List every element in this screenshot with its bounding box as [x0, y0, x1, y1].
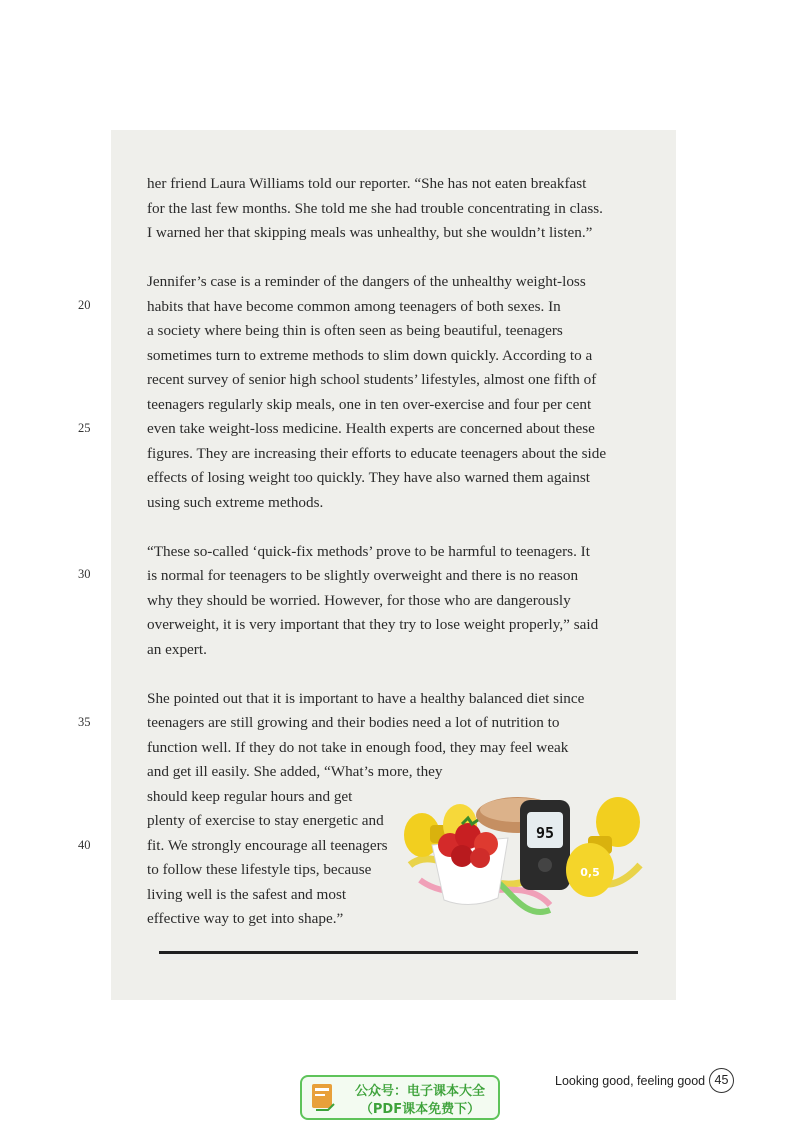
page-number: 45 — [709, 1068, 734, 1093]
text-line: I warned her that skipping meals was unhealthy, but she wouldn’t listen.” — [147, 224, 593, 241]
running-footer: Looking good, feeling good — [555, 1074, 706, 1088]
line-number: 25 — [78, 421, 91, 435]
line-number: 30 — [78, 567, 91, 581]
line-number: 35 — [78, 715, 91, 729]
text-line: effective way to get into shape.” — [147, 910, 344, 927]
section-divider — [159, 951, 638, 954]
text-line: living well is the safest and most — [147, 885, 347, 903]
text-line: habits that have become common among teenagers of both sexes. In — [147, 297, 561, 315]
meter-button — [538, 858, 552, 872]
text-line: function well. If they do not take in enough food, they may feel weak — [147, 738, 569, 756]
text-line: fit. We strongly encourage all teenagers — [147, 836, 388, 854]
text-line: figures. They are increasing their efforts to educate teenagers about the side — [147, 444, 607, 462]
text-line: “These so-called ‘quick-fix methods’ prove to be harmful to teenagers. It — [147, 542, 590, 560]
text-line: a society where being thin is often seen as being beautiful, teenagers — [147, 322, 563, 339]
text-line: recent survey of senior high school students’ lifestyles, almost one fifth of — [147, 371, 597, 388]
text-line: an expert. — [147, 640, 207, 658]
paragraph-2 — [147, 270, 647, 515]
text-line: teenagers regularly skip meals, one in ten over-exercise and four per cent — [147, 395, 592, 413]
line-number: 40 — [78, 838, 91, 852]
text-line: even take weight-loss medicine. Health experts are concerned about these — [147, 420, 595, 437]
paragraph-1 — [147, 172, 647, 246]
text-line: why they should be worried. However, for those who are dangerously — [147, 591, 571, 609]
dumbbell-label: 0,5 — [580, 866, 600, 879]
strawberry — [451, 845, 473, 867]
watermark-badge — [300, 1075, 500, 1120]
text-line: her friend Laura Williams told our reporter. “She has not eaten breakfast — [147, 175, 587, 192]
text-line: overweight, it is very important that they try to lose weight properly,” said — [147, 616, 599, 633]
text-line: teenagers are still growing and their bodies need a lot of nutrition to — [147, 714, 560, 731]
watermark-line-1: 公众号：电子课本大全 — [354, 1084, 485, 1099]
text-line: to follow these lifestyle tips, because — [147, 861, 372, 878]
book-icon — [310, 1082, 338, 1114]
text-line: effects of losing weight too quickly. They have also warned them against — [147, 469, 590, 486]
strawberry — [470, 848, 490, 868]
line-number: 20 — [78, 298, 91, 312]
paragraph-3 — [147, 540, 647, 663]
text-line: and get ill easily. She added, “What’s more, they — [147, 763, 443, 780]
healthy-lifestyle-illustration — [400, 770, 650, 920]
text-line: plenty of exercise to stay energetic and — [147, 812, 384, 829]
text-line: using such extreme methods. — [147, 493, 324, 511]
text-line: should keep regular hours and get — [147, 787, 353, 805]
glucose-reading: 95 — [535, 824, 555, 842]
text-line: for the last few months. She told me she had trouble concentrating in class. — [147, 199, 603, 217]
text-line: is normal for teenagers to be slightly overweight and there is no reason — [147, 567, 579, 584]
text-line: She pointed out that it is important to have a healthy balanced diet since — [147, 689, 585, 707]
text-line: Jennifer’s case is a reminder of the dangers of the unhealthy weight-loss — [147, 273, 586, 290]
watermark-line-2: （PDF课本免费下） — [359, 1102, 481, 1117]
text-line: sometimes turn to extreme methods to slim down quickly. According to a — [147, 346, 593, 364]
